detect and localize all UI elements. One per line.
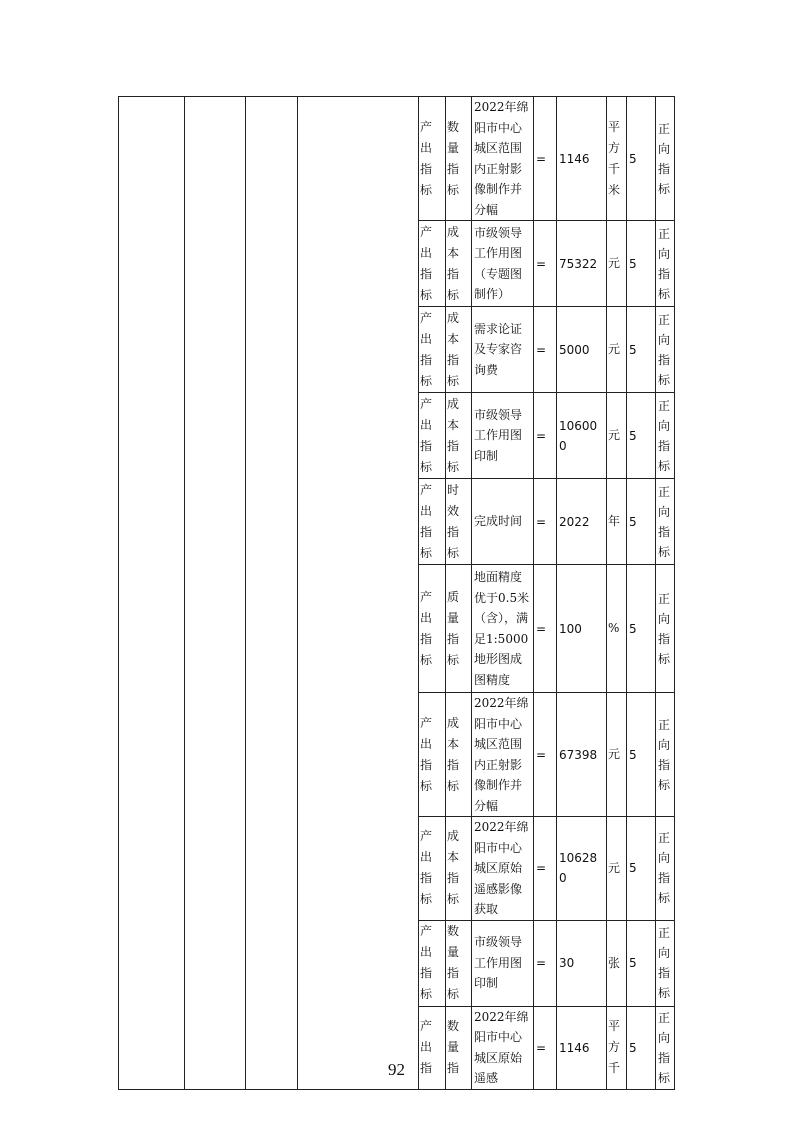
- indicator-name-cell: 市级领导工作用图（专题图制作）: [472, 221, 534, 307]
- blank-merged-cell-3: [246, 97, 298, 1090]
- level1-indicator-cell: [419, 97, 446, 221]
- level1-indicator-cell-text: 产 出 指: [420, 1019, 433, 1075]
- level1-indicator-cell-text: 产 出 指 标: [420, 482, 433, 560]
- level1-indicator-cell: [419, 221, 446, 307]
- weight-cell: 5: [627, 920, 656, 1006]
- direction-cell: 正向指标: [656, 565, 675, 693]
- level2-indicator-cell: [446, 97, 472, 221]
- unit-cell-text: 元: [608, 342, 621, 356]
- level2-indicator-cell-text: 成 本 指 标: [447, 310, 460, 388]
- unit-cell: [607, 393, 627, 479]
- indicator-table: [118, 96, 675, 1090]
- direction-cell: 正向指标: [656, 97, 675, 221]
- unit-cell-text: %: [608, 621, 620, 635]
- unit-cell: [607, 307, 627, 393]
- level1-indicator-cell-text: 产 出 指 标: [420, 829, 433, 907]
- target-value-cell: 1146: [557, 1006, 607, 1089]
- unit-cell: [607, 693, 627, 817]
- unit-cell: [607, 221, 627, 307]
- level1-indicator-cell: [419, 693, 446, 817]
- indicator-name-cell: 2022年绵阳市中心城区范围内正射影像制作并分幅: [472, 693, 534, 817]
- unit-cell-text: 元: [608, 860, 621, 875]
- operator-cell: =: [534, 920, 557, 1006]
- level2-indicator-cell-text: 质 量 指 标: [447, 589, 460, 667]
- target-value-cell: 106280: [557, 817, 607, 921]
- level1-indicator-cell: [419, 479, 446, 565]
- level1-indicator-cell: [419, 393, 446, 479]
- direction-cell: 正向指标: [656, 393, 675, 479]
- target-value-cell: 5000: [557, 307, 607, 393]
- unit-cell: [607, 479, 627, 565]
- unit-cell-text: 平 方 千: [608, 1019, 621, 1075]
- target-value-cell: 67398: [557, 693, 607, 817]
- operator-cell: =: [534, 393, 557, 479]
- indicator-name-cell: 地面精度优于0.5米（含），满足1:5000地形图成图精度: [472, 565, 534, 693]
- unit-cell-text: 元: [608, 428, 621, 442]
- weight-cell: 5: [627, 221, 656, 307]
- level1-indicator-cell: [419, 920, 446, 1006]
- unit-cell-text: 年: [608, 514, 621, 528]
- level2-indicator-cell: [446, 693, 472, 817]
- level2-indicator-cell: [446, 479, 472, 565]
- level1-indicator-cell-text: 产 出 指 标: [420, 119, 433, 197]
- level2-indicator-cell: [446, 221, 472, 307]
- unit-cell: [607, 565, 627, 693]
- weight-cell: 5: [627, 393, 656, 479]
- direction-cell: 正向指标: [656, 307, 675, 393]
- target-value-cell: 100: [557, 565, 607, 693]
- level2-indicator-cell-text: 数 量 指: [447, 1019, 460, 1075]
- unit-cell: [607, 97, 627, 221]
- direction-cell: 正向指标: [656, 920, 675, 1006]
- page-number: 92: [388, 1060, 405, 1079]
- direction-cell: 正向指标: [656, 221, 675, 307]
- target-value-cell: 1146: [557, 97, 607, 221]
- level1-indicator-cell-text: 产 出 指 标: [420, 924, 433, 1001]
- level1-indicator-cell-text: 产 出 指 标: [420, 310, 433, 388]
- indicator-name-cell: 2022年绵阳市中心城区范围内正射影像制作并分幅: [472, 97, 534, 221]
- level1-indicator-cell-text: 产 出 指 标: [420, 396, 433, 474]
- indicator-name-cell: 市级领导工作用图印制: [472, 920, 534, 1006]
- level2-indicator-cell: [446, 307, 472, 393]
- weight-cell: 5: [627, 1006, 656, 1089]
- level2-indicator-cell-text: 成 本 指 标: [447, 396, 460, 474]
- operator-cell: =: [534, 693, 557, 817]
- operator-cell: =: [534, 817, 557, 921]
- blank-merged-cell-1: [119, 97, 185, 1090]
- weight-cell: 5: [627, 479, 656, 565]
- level1-indicator-cell: [419, 565, 446, 693]
- table-row: [119, 97, 675, 221]
- blank-merged-cell-2: [185, 97, 246, 1090]
- unit-cell-text: 元: [608, 256, 621, 270]
- target-value-cell: 30: [557, 920, 607, 1006]
- unit-cell: [607, 920, 627, 1006]
- indicator-name-cell: 需求论证及专家咨询费: [472, 307, 534, 393]
- level2-indicator-cell-text: 成 本 指 标: [447, 224, 460, 302]
- weight-cell: 5: [627, 693, 656, 817]
- indicator-name-cell: 完成时间: [472, 479, 534, 565]
- level1-indicator-cell-text: 产 出 指 标: [420, 589, 433, 667]
- level2-indicator-cell-text: 数 量 指 标: [447, 119, 460, 197]
- level1-indicator-cell: [419, 817, 446, 921]
- level2-indicator-cell-text: 数 量 指 标: [447, 924, 460, 1001]
- level2-indicator-cell-text: 成 本 指 标: [447, 829, 460, 907]
- level2-indicator-cell: [446, 393, 472, 479]
- blank-merged-cell-4: [298, 97, 419, 1090]
- level1-indicator-cell-text: 产 出 指 标: [420, 224, 433, 302]
- weight-cell: 5: [627, 817, 656, 921]
- indicator-name-cell: 市级领导工作用图印制: [472, 393, 534, 479]
- operator-cell: =: [534, 565, 557, 693]
- target-value-cell: 2022: [557, 479, 607, 565]
- unit-cell: [607, 817, 627, 921]
- level2-indicator-cell-text: 成 本 指 标: [447, 715, 460, 793]
- unit-cell-text: 平 方 千 米: [608, 119, 621, 197]
- level2-indicator-cell-text: 时 效 指 标: [447, 482, 460, 560]
- weight-cell: 5: [627, 565, 656, 693]
- direction-cell: 正向指标: [656, 693, 675, 817]
- operator-cell: =: [534, 97, 557, 221]
- weight-cell: 5: [627, 307, 656, 393]
- operator-cell: =: [534, 479, 557, 565]
- weight-cell: 5: [627, 97, 656, 221]
- unit-cell-text: 元: [608, 747, 621, 761]
- direction-cell: 正向指标: [656, 1006, 675, 1089]
- direction-cell: 正向指标: [656, 817, 675, 921]
- level1-indicator-cell-text: 产 出 指 标: [420, 715, 433, 793]
- indicator-name-cell: 2022年绵阳市中心城区原始遥感: [472, 1006, 534, 1089]
- level1-indicator-cell: [419, 307, 446, 393]
- direction-cell: 正向指标: [656, 479, 675, 565]
- operator-cell: =: [534, 221, 557, 307]
- operator-cell: =: [534, 1006, 557, 1089]
- indicator-name-cell: 2022年绵阳市中心城区原始遥感影像获取: [472, 817, 534, 921]
- target-value-cell: 75322: [557, 221, 607, 307]
- unit-cell-text: 张: [608, 955, 621, 970]
- operator-cell: =: [534, 307, 557, 393]
- target-value-cell: 106000: [557, 393, 607, 479]
- level2-indicator-cell: [446, 920, 472, 1006]
- indicator-table-body: [119, 97, 675, 1090]
- level2-indicator-cell: [446, 565, 472, 693]
- level2-indicator-cell: [446, 817, 472, 921]
